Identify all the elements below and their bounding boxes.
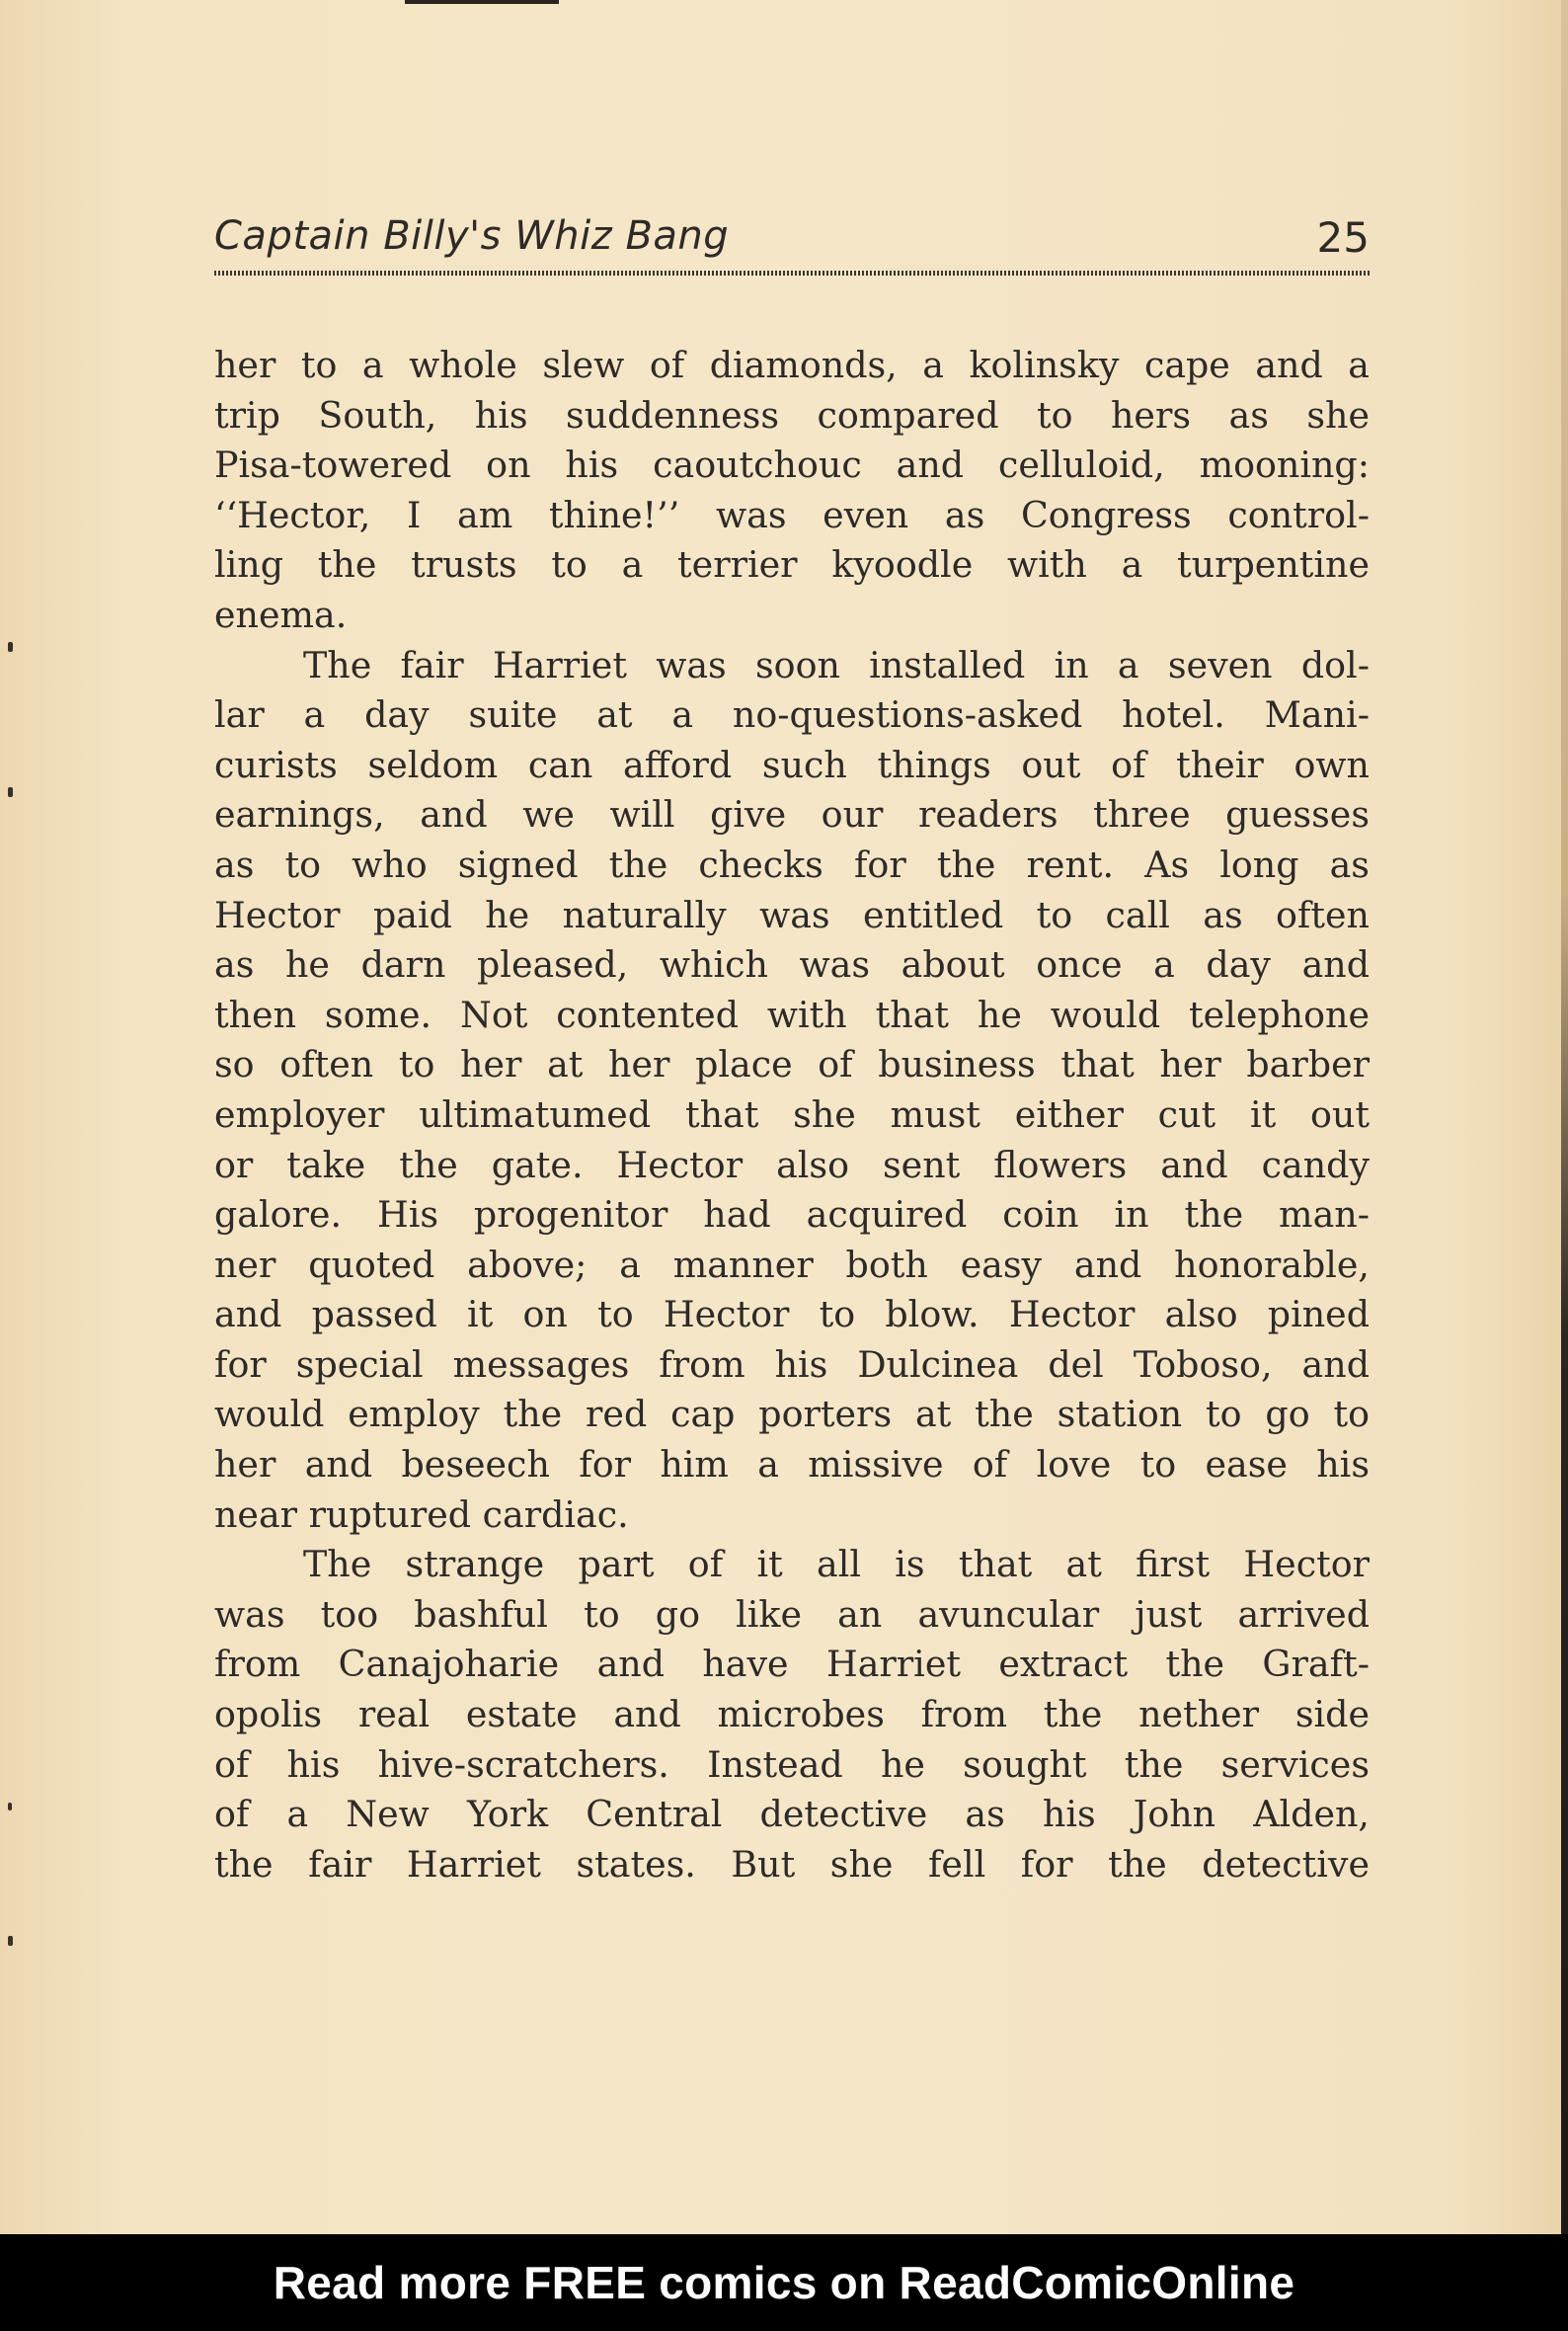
text-line: galore. His progenitor had acquired coin in the man-	[214, 1193, 1370, 1237]
publication-title: Captain Billy's Whiz Bang	[214, 213, 730, 259]
text-line: or take the gate. Hector also sent flowers and candy	[214, 1143, 1370, 1186]
text-line: curists seldom can afford such things out of their own	[214, 743, 1370, 786]
text-line: then some. Not contented with that he would telephone	[214, 993, 1370, 1036]
page-right-edge	[1561, 0, 1568, 2234]
text-line: her to a whole slew of diamonds, a kolinsky cape and a	[214, 344, 1370, 386]
text-line: lar a day suite at a no-questions-asked hotel. Mani-	[214, 693, 1370, 737]
text-line: Pisa-towered on his caoutchouc and celluloid, mooning:	[214, 443, 1370, 487]
text-line: opolis real estate and microbes from the nether side	[214, 1693, 1370, 1736]
text-line: ner quoted above; a manner both easy and honorable,	[214, 1243, 1370, 1286]
text-line: ling the trusts to a terrier kyoodle with a turpentine	[214, 543, 1370, 587]
margin-speck	[8, 1803, 12, 1810]
margin-speck	[8, 642, 13, 652]
text-line: so often to her at her place of business that her barber	[214, 1043, 1370, 1086]
text-line: of his hive-scratchers. Instead he sought the services	[214, 1742, 1370, 1786]
text-line: the fair Harriet states. But she fell for the detective	[214, 1842, 1370, 1886]
text-line: for special messages from his Dulcinea del Toboso, and	[214, 1342, 1370, 1386]
text-line: earnings, and we will give our readers three guesses	[214, 793, 1370, 837]
running-header	[214, 213, 1370, 273]
text-line: and passed it on to Hector to blow. Hector also pined	[214, 1293, 1370, 1336]
header-dotted-rule	[214, 271, 1370, 276]
text-line: would employ the red cap porters at the station to go to	[214, 1393, 1370, 1436]
margin-speck	[8, 1936, 13, 1946]
text-line: her and beseech for him a missive of love to ease his	[214, 1443, 1370, 1487]
text-line: as he darn pleased, which was about once a day and	[214, 943, 1370, 987]
promo-banner-text[interactable]: Read more FREE comics on ReadComicOnline	[273, 2257, 1295, 2308]
text-line: employer ultimatumed that she must either cut it out	[214, 1092, 1370, 1136]
page-top-edge-mark	[405, 0, 559, 4]
margin-speck	[8, 787, 13, 797]
text-line: ‘‘Hector, I am thine!’’ was even as Congress control-	[214, 493, 1370, 536]
text-line: The fair Harriet was soon installed in a seven dol-	[303, 643, 1370, 686]
text-line: enema.	[214, 593, 348, 636]
text-line: as to who signed the checks for the rent. As long as	[214, 843, 1370, 886]
text-line: was too bashful to go like an avuncular just arrived	[214, 1592, 1370, 1636]
text-line: trip South, his suddenness compared to hers as she	[214, 393, 1370, 437]
text-line: from Canajoharie and have Harriet extract the Graft-	[214, 1643, 1370, 1686]
text-line: near ruptured cardiac.	[214, 1492, 629, 1536]
text-line: of a New York Central detective as his John Alden,	[214, 1793, 1370, 1836]
promo-banner[interactable]	[0, 2234, 1568, 2331]
page-number: 25	[1316, 213, 1370, 262]
article-body	[214, 341, 1370, 1889]
text-line: The strange part of it all is that at first Hector	[303, 1543, 1370, 1586]
text-line: Hector paid he naturally was entitled to call as often	[214, 893, 1370, 936]
